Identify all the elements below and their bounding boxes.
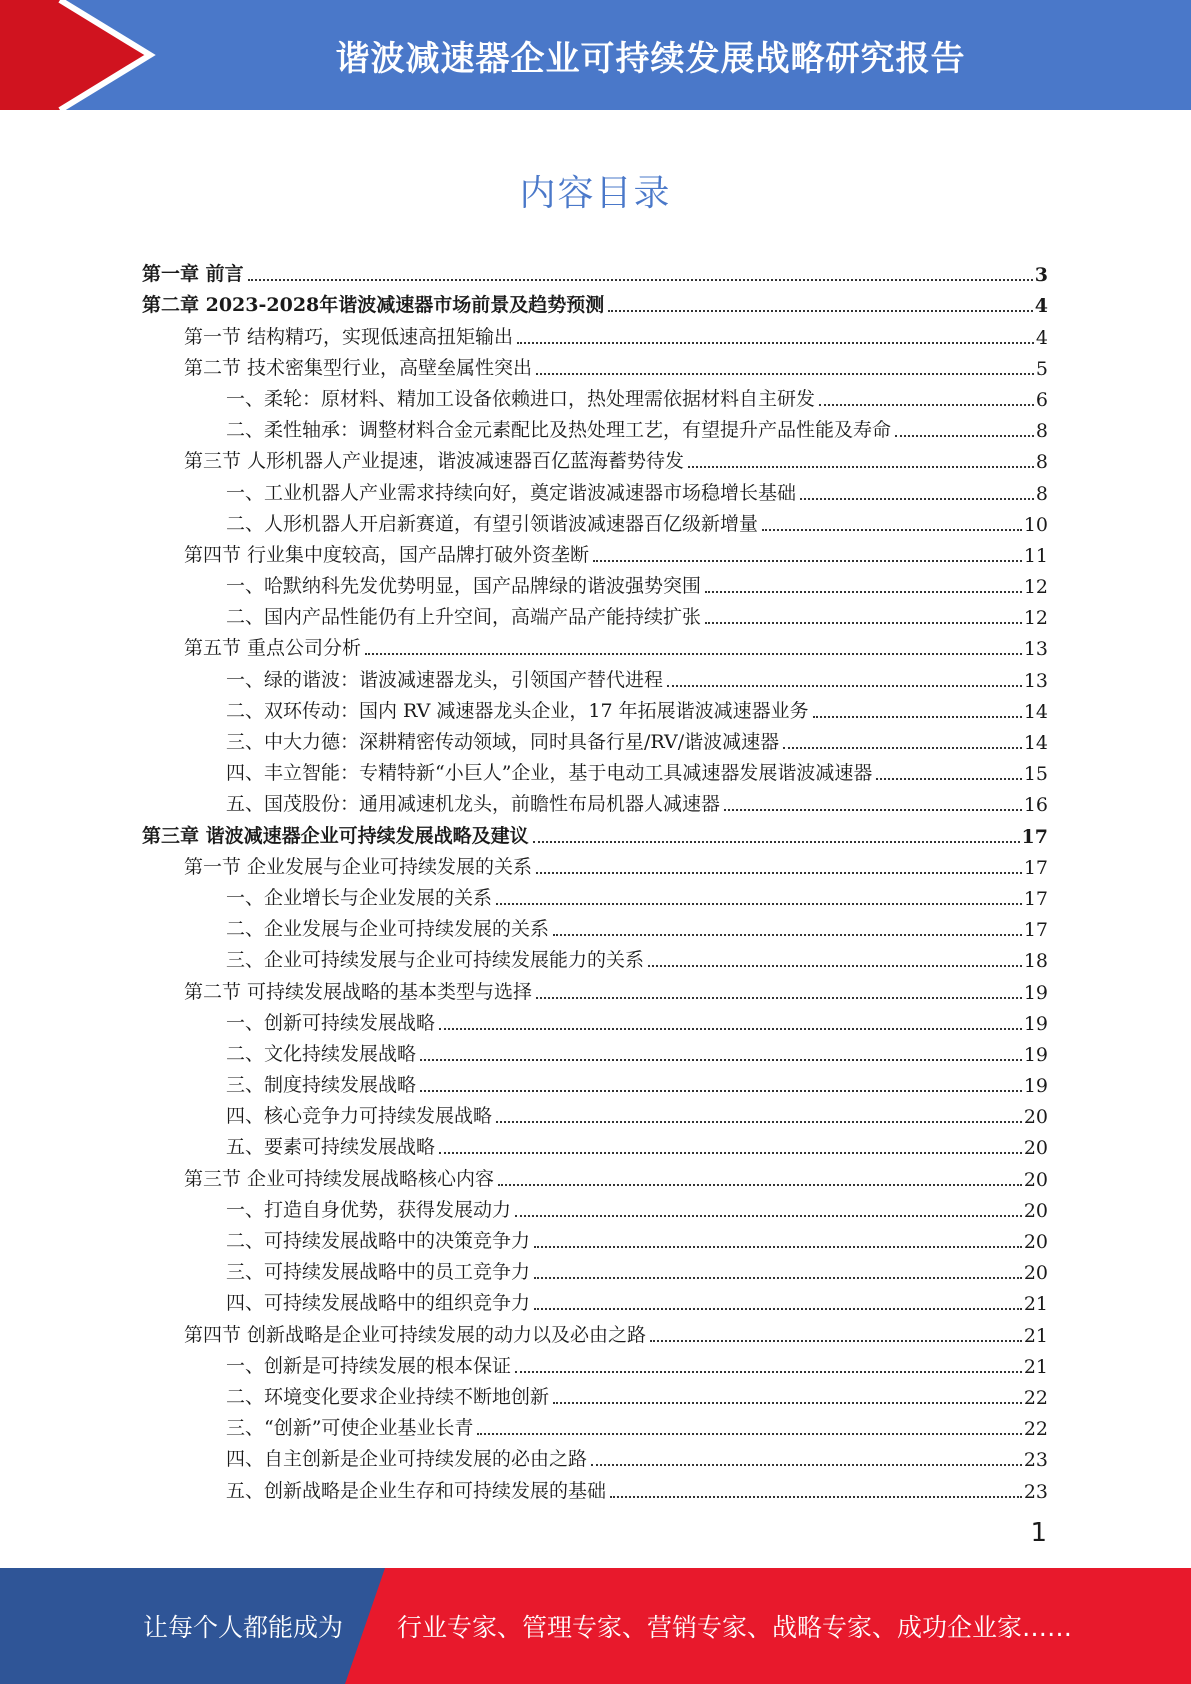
toc-entry-page: 11 [1023,544,1048,567]
toc-entry-page: 20 [1023,1168,1048,1191]
toc-entry-page: 20 [1023,1137,1048,1160]
footer-band [0,1568,1191,1684]
toc-entry-label: 一、工业机器人产业需求持续向好，奠定谐波减速器市场稳增长基础 [226,481,797,504]
toc-leader-dots [667,685,1022,687]
toc-entry[interactable] [142,1159,1048,1190]
toc-entry[interactable] [142,1409,1048,1440]
toc-entry-page: 8 [1035,451,1048,474]
toc-leader-dots [496,1121,1022,1123]
toc-leader-dots [515,1215,1022,1217]
toc-heading: 内容目录 [519,173,672,214]
toc-entry-label: 三、“创新”可使企业基业长青 [226,1417,474,1440]
toc-entry-label: 第二节 技术密集型行业，高壁垒属性突出 [184,356,533,379]
toc-entry[interactable] [142,1253,1048,1284]
toc-entry-page: 20 [1023,1262,1048,1285]
toc-entry[interactable] [142,286,1048,317]
toc-entry-label: 第一节 企业发展与企业可持续发展的关系 [184,855,533,878]
toc-entry-label: 三、可持续发展战略中的员工竞争力 [226,1261,531,1284]
toc-entry-page: 21 [1023,1324,1048,1347]
toc-entry[interactable] [142,754,1048,785]
toc-leader-dots [534,1308,1022,1310]
toc-leader-dots [477,1433,1021,1435]
toc-entry[interactable] [142,1191,1048,1222]
toc-entry-label: 一、哈默纳科先发优势明显，国产品牌绿的谐波强势突围 [226,575,702,598]
toc-entry[interactable] [142,473,1048,504]
toc-leader-dots [439,1152,1022,1154]
toc-entry[interactable] [142,879,1048,910]
report-title: 谐波减速器企业可持续发展战略研究报告 [335,38,966,79]
toc-entry-label: 一、打造自身优势，获得发展动力 [226,1198,512,1221]
toc-entry-page: 3 [1034,264,1048,287]
toc-entry-label: 五、国茂股份：通用减速机龙头，前瞻性布局机器人减速器 [226,793,721,816]
toc-leader-dots [593,560,1022,562]
toc-entry-page: 13 [1023,638,1048,661]
toc-leader-dots [420,1090,1022,1092]
toc-entry[interactable] [142,1035,1048,1066]
toc-entry[interactable] [142,629,1048,660]
toc-entry[interactable] [142,848,1048,879]
toc-entry-page: 19 [1023,1075,1048,1098]
toc-entry-page: 13 [1023,669,1048,692]
toc-entry-label: 第三节 人形机器人产业提速，谐波减速器百亿蓝海蓄势待发 [184,450,685,473]
toc-entry-label: 二、人形机器人开启新赛道，有望引领谐波减速器百亿级新增量 [226,512,759,535]
toc-entry-label: 第二节 可持续发展战略的基本类型与选择 [184,980,533,1003]
toc-leader-dots [496,903,1022,905]
toc-entry-label: 一、创新可持续发展战略 [226,1011,436,1034]
toc-entry-page: 15 [1023,763,1048,786]
toc-leader-dots [819,404,1034,406]
toc-leader-dots [533,841,1020,843]
toc-leader-dots [439,1028,1022,1030]
toc-entry-label: 第四节 行业集中度较高，国产品牌打破外资垄断 [184,543,590,566]
toc-entry-page: 12 [1023,576,1048,599]
toc-entry-page: 23 [1023,1480,1048,1503]
toc-leader-dots [813,716,1022,718]
toc-entry-page: 19 [1023,981,1048,1004]
toc-entry-page: 8 [1035,420,1048,443]
toc-entry-label: 第三章 谐波减速器企业可持续发展战略及建议 [142,824,529,847]
toc-entry-label: 四、丰立智能：专精特新“小巨人”企业，基于电动工具减速器发展谐波减速器 [226,762,873,785]
toc-leader-dots [365,653,1022,655]
toc-entry-label: 三、企业可持续发展与企业可持续发展能力的关系 [226,949,645,972]
toc-entry-page: 20 [1023,1106,1048,1129]
toc-entry-label: 二、国内产品性能仍有上升空间，高端产品产能持续扩张 [226,606,702,629]
toc-entry-label: 第二章 2023-2028年谐波减速器市场前景及趋势预测 [142,294,605,317]
toc-entry-page: 8 [1035,482,1048,505]
toc-entry-label: 五、创新战略是企业生存和可持续发展的基础 [226,1479,607,1502]
toc-entry[interactable] [142,1471,1048,1502]
toc-entry[interactable] [142,598,1048,629]
toc-entry-label: 二、环境变化要求企业持续不断地创新 [226,1385,550,1408]
toc-entry[interactable] [142,660,1048,691]
toc-leader-dots [705,622,1022,624]
toc-entry-label: 五、要素可持续发展战略 [226,1136,436,1159]
toc-entry-page: 17 [1023,887,1048,910]
toc-entry-label: 二、双环传动：国内 RV 减速器龙头企业，17 年拓展谐波减速器业务 [226,699,809,722]
toc-entry[interactable] [142,1315,1048,1346]
toc-leader-dots [534,1277,1022,1279]
page-number: 1 [1030,1518,1047,1548]
toc-entry-page: 20 [1023,1231,1048,1253]
toc-leader-dots [591,1464,1022,1466]
toc-leader-dots [648,965,1022,967]
toc-leader-dots [536,872,1022,874]
toc-entry-label: 二、柔性轴承：调整材料合金元素配比及热处理工艺，有望提升产品性能及寿命 [226,419,892,442]
toc-entry-page: 21 [1023,1293,1048,1316]
footer-slogan-right: 行业专家、管理专家、营销专家、战略专家、成功企业家…… [397,1613,1073,1642]
toc-entry-page: 10 [1023,513,1048,536]
toc-leader-dots [498,1184,1022,1186]
toc-entry[interactable] [142,255,1048,286]
toc-entry-label: 三、中大力德：深耕精密传动领域，同时具备行星/RV/谐波减速器 [226,731,780,753]
toc-leader-dots [536,997,1022,999]
toc-entry-label: 一、创新是可持续发展的根本保证 [226,1354,512,1377]
toc-leader-dots [534,1246,1022,1248]
toc-entry-label: 三、制度持续发展战略 [226,1074,417,1097]
toc-entry-label: 第四节 创新战略是企业可持续发展的动力以及必由之路 [184,1323,647,1346]
toc-entry-page: 19 [1023,1043,1048,1066]
toc-entry-page: 21 [1023,1355,1048,1378]
toc-entry[interactable] [142,692,1048,723]
toc-entry-page: 5 [1035,357,1048,380]
toc-entry-label: 二、可持续发展战略中的决策竞争力 [226,1230,531,1252]
toc-leader-dots [800,498,1034,500]
toc-entry[interactable] [142,536,1048,567]
toc-entry-page: 4 [1035,326,1048,349]
toc-leader-dots [895,435,1034,437]
toc-entry-label: 一、企业增长与企业发展的关系 [226,886,493,909]
toc-leader-dots [608,310,1033,312]
toc-entry-page: 19 [1023,1012,1048,1035]
toc-entry-page: 12 [1023,607,1048,630]
toc-leader-dots [705,591,1022,593]
toc-entry-page: 20 [1023,1199,1048,1222]
toc-entry[interactable] [142,442,1048,473]
toc-entry[interactable] [142,1222,1048,1253]
toc-entry[interactable] [142,505,1048,536]
toc-leader-dots [650,1340,1022,1342]
toc-leader-dots [724,809,1022,811]
toc-entry-label: 四、核心竞争力可持续发展战略 [226,1105,493,1128]
toc-entry[interactable] [142,941,1048,972]
toc-entry-page: 14 [1023,700,1048,723]
toc-entry-page: 6 [1035,388,1048,411]
toc-entry-label: 第三节 企业可持续发展战略核心内容 [184,1167,495,1190]
toc-entry-page: 17 [1023,856,1048,879]
toc-entry-label: 一、绿的谐波：谐波减速器龙头，引领国产替代进程 [226,668,664,691]
toc-entry[interactable] [142,1004,1048,1035]
toc-entry[interactable] [142,380,1048,411]
toc-entry[interactable] [142,1440,1048,1471]
toc-entry-page: 4 [1034,295,1048,318]
toc-entry-label: 四、可持续发展战略中的组织竞争力 [226,1292,531,1315]
toc-leader-dots [517,342,1034,344]
report-header-band [0,0,1191,110]
toc-entry[interactable] [142,723,1048,754]
toc-entry[interactable] [142,910,1048,941]
toc-entry-page: 17 [1023,919,1048,942]
toc-entry-page: 17 [1021,825,1048,848]
toc-leader-dots [762,529,1022,531]
toc-entry[interactable] [142,1378,1048,1409]
toc-entry[interactable] [142,567,1048,598]
toc-leader-dots [876,778,1021,780]
toc-entry-page: 14 [1023,732,1048,754]
toc-leader-dots [553,1402,1022,1404]
toc-leader-dots [610,1496,1022,1498]
toc-leader-dots [248,279,1033,281]
toc-entry[interactable] [142,972,1048,1003]
toc-leader-dots [420,1059,1022,1061]
toc-entry-page: 22 [1023,1418,1048,1441]
toc-entry[interactable] [142,785,1048,816]
footer-slogan-left: 让每个人都能成为 [143,1613,344,1642]
toc-entry[interactable] [142,1284,1048,1315]
toc-entry-label: 第一节 结构精巧，实现低速高扭矩输出 [184,325,514,348]
table-of-contents [142,255,1048,1503]
toc-entry[interactable] [142,1066,1048,1097]
toc-entry[interactable] [142,816,1048,847]
toc-entry-label: 四、自主创新是企业可持续发展的必由之路 [226,1448,588,1471]
toc-entry-label: 第五节 重点公司分析 [184,637,362,660]
toc-entry-label: 第一章 前言 [142,263,244,286]
toc-entry-label: 二、文化持续发展战略 [226,1042,417,1065]
toc-entry[interactable] [142,411,1048,442]
toc-entry-page: 16 [1023,794,1048,817]
toc-leader-dots [783,747,1022,749]
toc-leader-dots [515,1371,1022,1373]
toc-entry[interactable] [142,317,1048,348]
toc-entry[interactable] [142,349,1048,380]
toc-leader-dots [688,466,1034,468]
toc-entry[interactable] [142,1347,1048,1378]
toc-leader-dots [553,934,1022,936]
toc-entry[interactable] [142,1097,1048,1128]
toc-entry[interactable] [142,1128,1048,1159]
toc-entry-page: 18 [1023,950,1048,973]
toc-entry-label: 二、企业发展与企业可持续发展的关系 [226,918,550,941]
toc-entry-page: 22 [1023,1386,1048,1409]
toc-entry-page: 23 [1023,1449,1048,1472]
toc-entry-label: 一、柔轮：原材料、精加工设备依赖进口，热处理需依据材料自主研发 [226,387,816,410]
toc-leader-dots [536,373,1034,375]
